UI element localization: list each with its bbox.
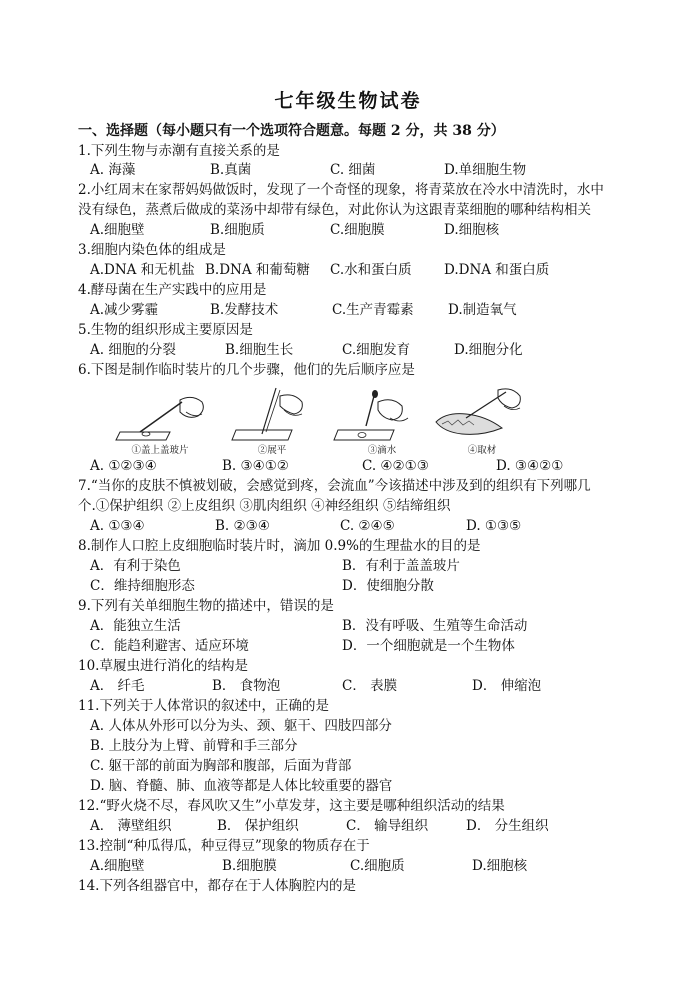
q9-option-c: C．能趋利避害、适应环境 <box>90 638 249 654</box>
question-13-stem: 13.控制“种瓜得瓜，种豆得豆”现象的物质存在于 <box>78 838 370 854</box>
section-heading: 一、选择题（每小题只有一个选项符合题意。每题 2 分，共 38 分） <box>78 123 505 139</box>
q8-option-d: D．使细胞分散 <box>342 578 434 594</box>
q9-option-a: A．能独立生活 <box>90 618 181 634</box>
q11-option-a: A. 人体从外形可以分为头、颈、躯干、四肢四部分 <box>90 718 392 734</box>
page-title: 七年级生物试卷 <box>274 90 422 112</box>
q2-option-c: C.细胞膜 <box>330 222 385 238</box>
question-6-stem: 6.下图是制作临时装片的几个步骤，他们的先后顺序应是 <box>78 362 415 378</box>
q6-option-c: C. ④②①③ <box>362 458 429 474</box>
q10-option-a: A． 纤毛 <box>90 678 145 694</box>
q2-option-d: D.细胞核 <box>444 222 500 238</box>
question-14-stem: 14.下列各组器官中，都存在于人体胸腔内的是 <box>78 878 356 894</box>
q7-option-a: A. ①③④ <box>90 518 145 534</box>
take-sample-illustration <box>432 382 532 444</box>
figure-2-caption: ②展平 <box>257 445 287 456</box>
cover-slip-illustration <box>110 382 210 444</box>
q5-option-d: D.细胞分化 <box>454 342 523 358</box>
question-11-stem: 11.下列关于人体常识的叙述中，正确的是 <box>78 698 329 714</box>
q3-option-a: A.DNA 和无机盐 <box>90 262 195 278</box>
figure-3-caption: ③滴水 <box>367 445 397 456</box>
q12-option-b: B． 保护组织 <box>217 818 299 834</box>
q1-option-a: A. 海藻 <box>90 162 136 178</box>
figure-take-sample <box>432 382 532 456</box>
q1-option-d: D.单细胞生物 <box>444 162 527 178</box>
question-9-stem: 9.下列有关单细胞生物的描述中，错误的是 <box>78 598 334 614</box>
q5-option-b: B.细胞生长 <box>225 342 294 358</box>
figure-1-caption: ①盖上盖玻片 <box>131 445 189 456</box>
q3-option-c: C.水和蛋白质 <box>330 262 412 278</box>
q10-option-d: D． 伸缩泡 <box>472 678 542 694</box>
q12-option-c: C． 输导组织 <box>346 818 429 834</box>
q13-option-d: D.细胞核 <box>472 858 528 874</box>
q13-option-c: C.细胞质 <box>350 858 405 874</box>
q12-option-d: D． 分生组织 <box>466 818 549 834</box>
q12-option-a: A． 薄壁组织 <box>90 818 172 834</box>
q11-option-d: D. 脑、脊髓、肺、血液等都是人体比较重要的器官 <box>90 778 393 794</box>
q4-option-a: A.减少雾霾 <box>90 302 159 318</box>
question-7-stem-line1: 7.“当你的皮肤不慎被划破，会感觉到疼，会流血”今该描述中涉及到的组织有下列哪几 <box>78 478 591 494</box>
drop-water-illustration <box>332 382 432 444</box>
q9-option-b: B．没有呼吸、生殖等生命活动 <box>342 618 528 634</box>
q2-option-b: B.细胞质 <box>210 222 265 238</box>
figure-drop-water <box>332 382 432 456</box>
q5-option-c: C.细胞发育 <box>342 342 411 358</box>
q9-option-d: D．一个细胞就是一个生物体 <box>342 638 515 654</box>
spread-illustration <box>222 382 322 444</box>
q8-option-a: A．有利于染色 <box>90 558 181 574</box>
q11-option-c: C. 躯干部的前面为胸部和腹部，后面为背部 <box>90 758 352 774</box>
figure-4-caption: ④取材 <box>467 445 497 456</box>
question-8-stem: 8.制作人口腔上皮细胞临时装片时，滴加 0.9%的生理盐水的目的是 <box>78 538 481 554</box>
q4-option-d: D.制造氧气 <box>448 302 517 318</box>
q7-option-b: B. ②③④ <box>215 518 270 534</box>
question-4-stem: 4.酵母菌在生产实践中的应用是 <box>78 282 267 298</box>
q10-option-c: C． 表膜 <box>342 678 398 694</box>
figure-cover-slip <box>110 382 210 456</box>
q8-option-c: C．维持细胞形态 <box>90 578 195 594</box>
q11-option-b: B. 上肢分为上臂、前臂和手三部分 <box>90 738 298 754</box>
q1-option-b: B.真菌 <box>210 162 252 178</box>
question-2-stem-line2: 没有绿色，蒸煮后做成的菜汤中却带有绿色，对此你认为这跟青菜细胞的哪种结构相关 <box>78 202 591 218</box>
q6-option-b: B. ③④①② <box>222 458 289 474</box>
question-7-stem-line2: 个.①保护组织 ②上皮组织 ③肌肉组织 ④神经组织 ⑤结缔组织 <box>78 498 451 514</box>
q4-option-b: B.发酵技术 <box>210 302 279 318</box>
q7-option-d: D. ①③⑤ <box>466 518 522 534</box>
figure-spread <box>222 382 322 456</box>
q13-option-a: A.细胞壁 <box>90 858 145 874</box>
question-10-stem: 10.草履虫进行消化的结构是 <box>78 658 248 674</box>
q6-option-a: A. ①②③④ <box>90 458 157 474</box>
question-2-stem-line1: 2.小红周末在家帮妈妈做饭时，发现了一个奇怪的现象，将青菜放在冷水中清洗时，水中 <box>78 182 604 198</box>
question-3-stem: 3.细胞内染色体的组成是 <box>78 242 226 258</box>
question-1-stem: 1.下列生物与赤潮有直接关系的是 <box>78 143 280 159</box>
question-5-stem: 5.生物的组织形成主要原因是 <box>78 322 253 338</box>
q3-option-d: D.DNA 和蛋白质 <box>444 262 550 278</box>
slide-preparation-figures <box>110 382 530 456</box>
q4-option-c: C.生产青霉素 <box>332 302 414 318</box>
q8-option-b: B．有利于盖盖玻片 <box>342 558 460 574</box>
q5-option-a: A. 细胞的分裂 <box>90 342 176 358</box>
q6-option-d: D. ③④②① <box>496 458 564 474</box>
q13-option-b: B.细胞膜 <box>222 858 277 874</box>
q3-option-b: B.DNA 和葡萄糖 <box>205 262 310 278</box>
q7-option-c: C. ②④⑤ <box>340 518 395 534</box>
question-12-stem: 12.“野火烧不尽，春风吹又生”小草发芽，这主要是哪种组织活动的结果 <box>78 798 505 814</box>
q2-option-a: A.细胞壁 <box>90 222 145 238</box>
q10-option-b: B． 食物泡 <box>212 678 281 694</box>
q1-option-c: C. 细菌 <box>330 162 376 178</box>
